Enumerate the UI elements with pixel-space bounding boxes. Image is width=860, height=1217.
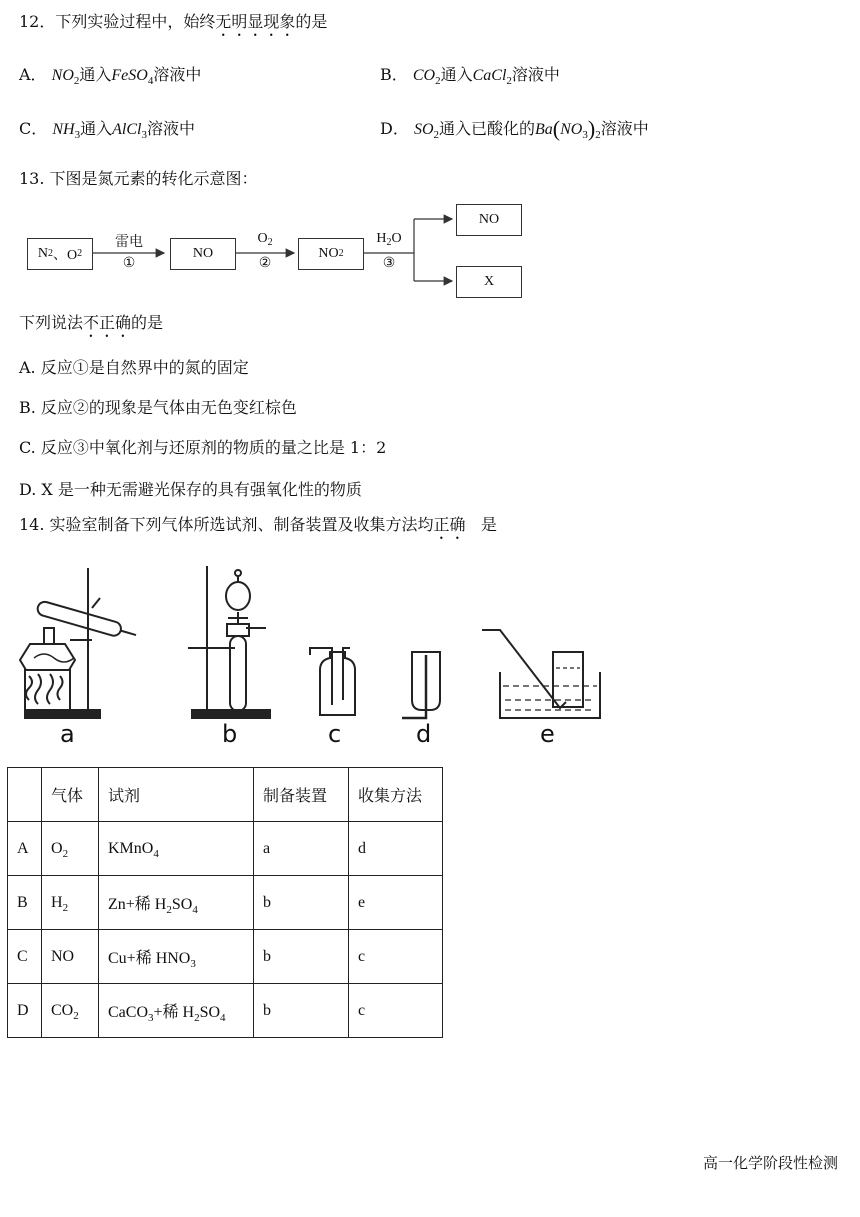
apparatus-a xyxy=(20,568,138,718)
q14-stem: 14. 实验室制备下列气体所选试剂、制备装置及收集方法均正确 是 xyxy=(19,515,497,534)
apparatus-label-b: b xyxy=(222,720,238,748)
table-header-cell: 制备装置 xyxy=(254,768,349,822)
q13-stem: 13. 下图是氮元素的转化示意图： xyxy=(19,169,258,188)
q14-table xyxy=(7,767,443,1038)
box-x-product: X xyxy=(456,266,522,298)
q12-option-a: A． $NO_2$通入FeSO$_4$溶液中 xyxy=(19,65,202,87)
q12-emphasis: 无明显现象 xyxy=(215,12,296,31)
arrow2-step: ② xyxy=(258,256,272,271)
apparatus-label-d: d xyxy=(416,720,432,748)
q13-option-c: C. 反应③中氧化剂与还原剂的物质的量之比是 1：2 xyxy=(19,438,387,457)
box-n2-o2: N 2 、O 2 xyxy=(27,238,93,270)
arrow3-step: ③ xyxy=(382,256,396,271)
q12-option-d: D． $SO_2$通入已酸化的$Ba(NO_3)_2$溶液中 xyxy=(380,116,649,141)
apparatus-d xyxy=(402,652,440,718)
table-row: A $O_2$ KMnO$_4$ a d xyxy=(8,822,443,876)
arrow3-label: $H_2O$ xyxy=(376,231,402,248)
apparatus-b xyxy=(188,566,270,718)
q13-option-d: D. X 是一种无需避光保存的具有强氧化性的物质 xyxy=(19,480,362,499)
page-footer: 高一化学阶段性检测 xyxy=(702,1154,838,1172)
q13-emphasis: 不正确 xyxy=(83,313,132,332)
q13-option-a: A. 反应①是自然界中的氮的固定 xyxy=(19,358,249,377)
table-row: B $H_2$ Zn+稀 $H_2SO_4$ b e xyxy=(8,876,443,930)
box-no-product: NO xyxy=(456,204,522,236)
arrow1-label: 雷电 xyxy=(115,235,143,250)
arrow2-label: $O_2$ xyxy=(257,231,273,248)
q12-stem: 12．下列实验过程中，始终无明显现象的是 xyxy=(19,12,328,31)
table-row: C NO Cu+稀 $HNO_3$ b c xyxy=(8,930,443,984)
table-row: D $CO_2$ CaCO$_3$+稀 $H_2SO_4$ b c xyxy=(8,984,443,1038)
q14-emphasis: 正确 xyxy=(433,515,466,534)
apparatus-label-e: e xyxy=(540,720,555,748)
q13-option-b: B. 反应②的现象是气体由无色变红棕色 xyxy=(19,398,297,417)
arrow1-step: ① xyxy=(122,256,136,271)
q12-option-b: B． $CO_2$通入CaCl$_2$溶液中 xyxy=(380,65,560,87)
apparatus-figure xyxy=(0,560,620,760)
table-header-cell xyxy=(8,768,42,822)
apparatus-e xyxy=(482,630,600,718)
table-header-cell: 收集方法 xyxy=(349,768,443,822)
q13-prompt: 下列说法不正确的是 xyxy=(19,313,164,332)
table-header-cell: 气体 xyxy=(42,768,99,822)
table-header-row xyxy=(8,768,443,822)
apparatus-label-c: c xyxy=(328,720,342,748)
apparatus-label-a: a xyxy=(60,720,75,748)
box-no2: NO 2 xyxy=(298,238,364,270)
box-no: NO xyxy=(170,238,236,270)
apparatus-c xyxy=(310,648,355,715)
table-header-cell: 试剂 xyxy=(99,768,254,822)
q12-option-c: C． $NH_3$通入AlCl$_3$溶液中 xyxy=(19,119,195,141)
